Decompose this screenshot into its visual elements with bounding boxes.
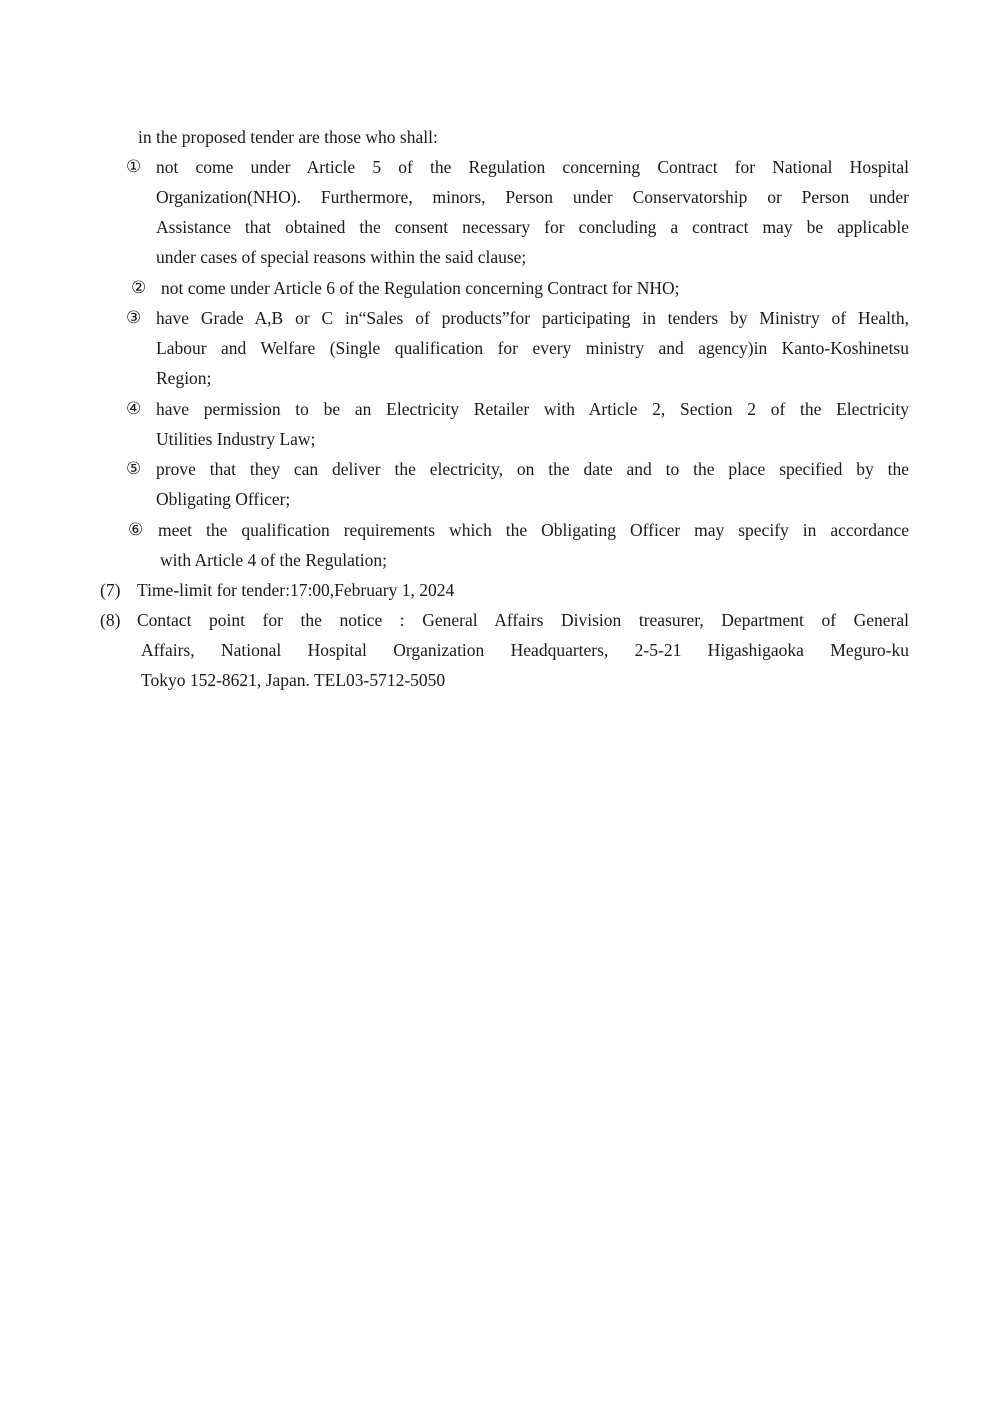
section-7-number: (7) xyxy=(100,580,121,600)
item-3-line-1: have Grade A,B or C in“Sales of products”for participating in tenders by Ministry of Health, xyxy=(156,308,909,328)
item-5-line-1: prove that they can deliver the electricity, on the date and to the place specified by the xyxy=(156,459,909,479)
item-3-line-2: Labour and Welfare (Single qualification for every ministry and agency)in Kanto-Koshinetsu xyxy=(156,338,909,358)
item-1-marker: ① xyxy=(126,157,142,177)
item-3-line-3: Region; xyxy=(156,368,212,388)
item-1-line-2: Organization(NHO). Furthermore, minors, Person under Conservatorship or Person under xyxy=(156,187,909,207)
item-4-line-1: have permission to be an Electricity Retailer with Article 2, Section 2 of the Electricity xyxy=(156,399,909,419)
section-7-line-1: Time-limit for tender:17:00,February 1, 2024 xyxy=(137,580,455,600)
intro-text: in the proposed tender are those who shall: xyxy=(138,127,438,147)
item-6-line-2: with Article 4 of the Regulation; xyxy=(160,550,387,570)
item-3-marker: ③ xyxy=(126,308,142,328)
section-8-line-2: Affairs, National Hospital Organization Headquarters, 2-5-21 Higashigaoka Meguro-ku xyxy=(141,640,909,660)
item-4-line-2: Utilities Industry Law; xyxy=(156,429,316,449)
item-1-line-3: Assistance that obtained the consent necessary for concluding a contract may be applicable xyxy=(156,217,909,237)
item-5-marker: ⑤ xyxy=(126,459,142,479)
item-6-marker: ⑥ xyxy=(128,520,144,540)
item-2-marker: ② xyxy=(131,278,147,298)
item-4-marker: ④ xyxy=(126,399,142,419)
section-8-line-1: Contact point for the notice : General Affairs Division treasurer, Department of General xyxy=(137,610,909,630)
section-8-number: (8) xyxy=(100,610,121,630)
item-2-line-1: not come under Article 6 of the Regulation concerning Contract for NHO; xyxy=(161,278,680,298)
item-5-line-2: Obligating Officer; xyxy=(156,489,291,509)
item-1-line-1: not come under Article 5 of the Regulation concerning Contract for National Hospital xyxy=(156,157,909,177)
item-6-line-1: meet the qualification requirements which the Obligating Officer may specify in accordance xyxy=(158,520,909,540)
item-1-line-4: under cases of special reasons within the said clause; xyxy=(156,247,527,267)
section-8-line-3: Tokyo 152-8621, Japan. TEL03-5712-5050 xyxy=(141,670,446,690)
